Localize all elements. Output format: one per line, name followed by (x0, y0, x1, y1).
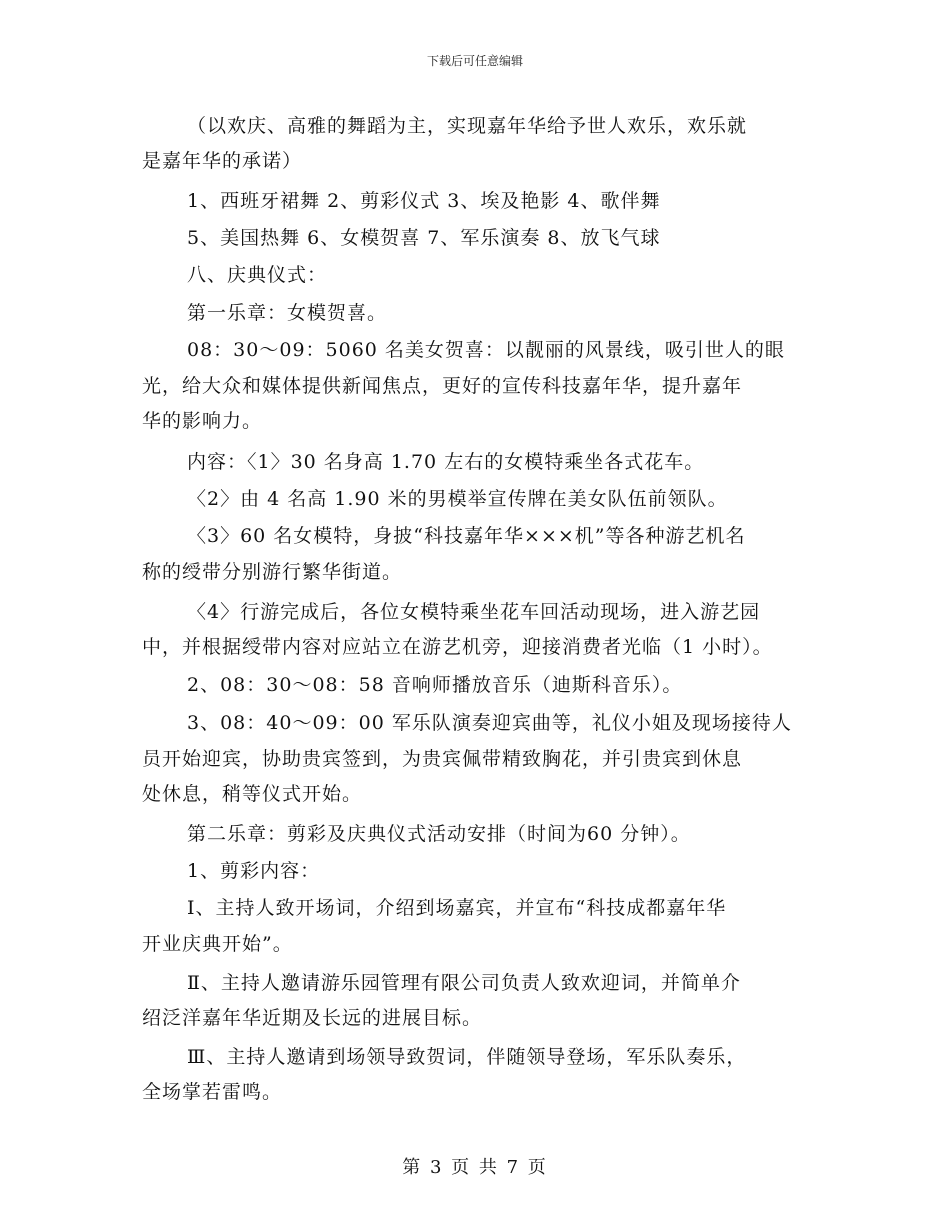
body-line: 3、08：40～09：00 军乐队演奏迎宾曲等，礼仪小姐及现场接待人 (187, 712, 792, 734)
body-line: 1、剪彩内容： (187, 860, 321, 882)
page-header: 下载后可任意编辑 (426, 54, 523, 68)
body-line: 2、08：30～08：58 音响师播放音乐（迪斯科音乐）。 (187, 674, 683, 696)
body-line: 第二乐章：剪彩及庆典仪式活动安排（时间为60 分钟）。 (187, 823, 691, 845)
body-line: 八、庆典仪式： (187, 264, 328, 286)
body-line: 员开始迎宾，协助贵宾签到，为贵宾佩带精致胸花，并引贵宾到休息 (142, 748, 743, 770)
body-line: 〈4〉行游完成后，各位女模特乘坐花车回活动现场，进入游艺园 (187, 601, 761, 623)
body-line: （以欢庆、高雅的舞蹈为主，实现嘉年华给予世人欢乐，欢乐就 (187, 115, 748, 137)
body-line: 绍泛洋嘉年华近期及长远的进展目标。 (142, 1007, 483, 1029)
body-line: 内容：〈1〉30 名身高 1.70 左右的女模特乘坐各式花车。 (187, 451, 705, 473)
body-line: 08：30～09：5060 名美女贺喜：以靓丽的风景线，吸引世人的眼 (187, 339, 785, 361)
body-line: Ⅲ、主持人邀请到场领导致贺词，伴随领导登场，军乐队奏乐， (187, 1046, 747, 1068)
body-line: 1、西班牙裙舞 2、剪彩仪式 3、埃及艳影 4、歌伴舞 (187, 190, 661, 212)
body-line: 第一乐章：女模贺喜。 (187, 302, 388, 324)
body-line: 全场掌若雷鸣。 (142, 1081, 283, 1103)
body-line: 开业庆典开始”。 (142, 933, 293, 955)
body-line: 处休息，稍等仪式开始。 (142, 783, 363, 805)
body-line: 华的影响力。 (142, 410, 263, 432)
body-line: 5、美国热舞 6、女模贺喜 7、军乐演奏 8、放飞气球 (187, 227, 661, 249)
body-line: 称的绶带分别游行繁华街道。 (142, 561, 403, 583)
body-line: Ⅰ、主持人致开场词，介绍到场嘉宾，并宣布“科技成都嘉年华 (187, 897, 727, 919)
body-line: 中，并根据绶带内容对应站立在游艺机旁，迎接消费者光临（1 小时）。 (142, 636, 773, 658)
body-line: Ⅱ、主持人邀请游乐园管理有限公司负责人致欢迎词，并简单介 (187, 972, 741, 994)
body-line: 〈2〉由 4 名高 1.90 米的男模举宣传牌在美女队伍前领队。 (187, 488, 728, 510)
page-number-footer: 第 3 页 共 7 页 (402, 1157, 548, 1178)
body-line: 光，给大众和媒体提供新闻焦点，更好的宣传科技嘉年华，提升嘉年 (142, 375, 743, 397)
body-line: 是嘉年华的承诺） (142, 150, 303, 172)
body-line: 〈3〉60 名女模特，身披“科技嘉年华×××机”等各种游艺机名 (187, 525, 746, 547)
